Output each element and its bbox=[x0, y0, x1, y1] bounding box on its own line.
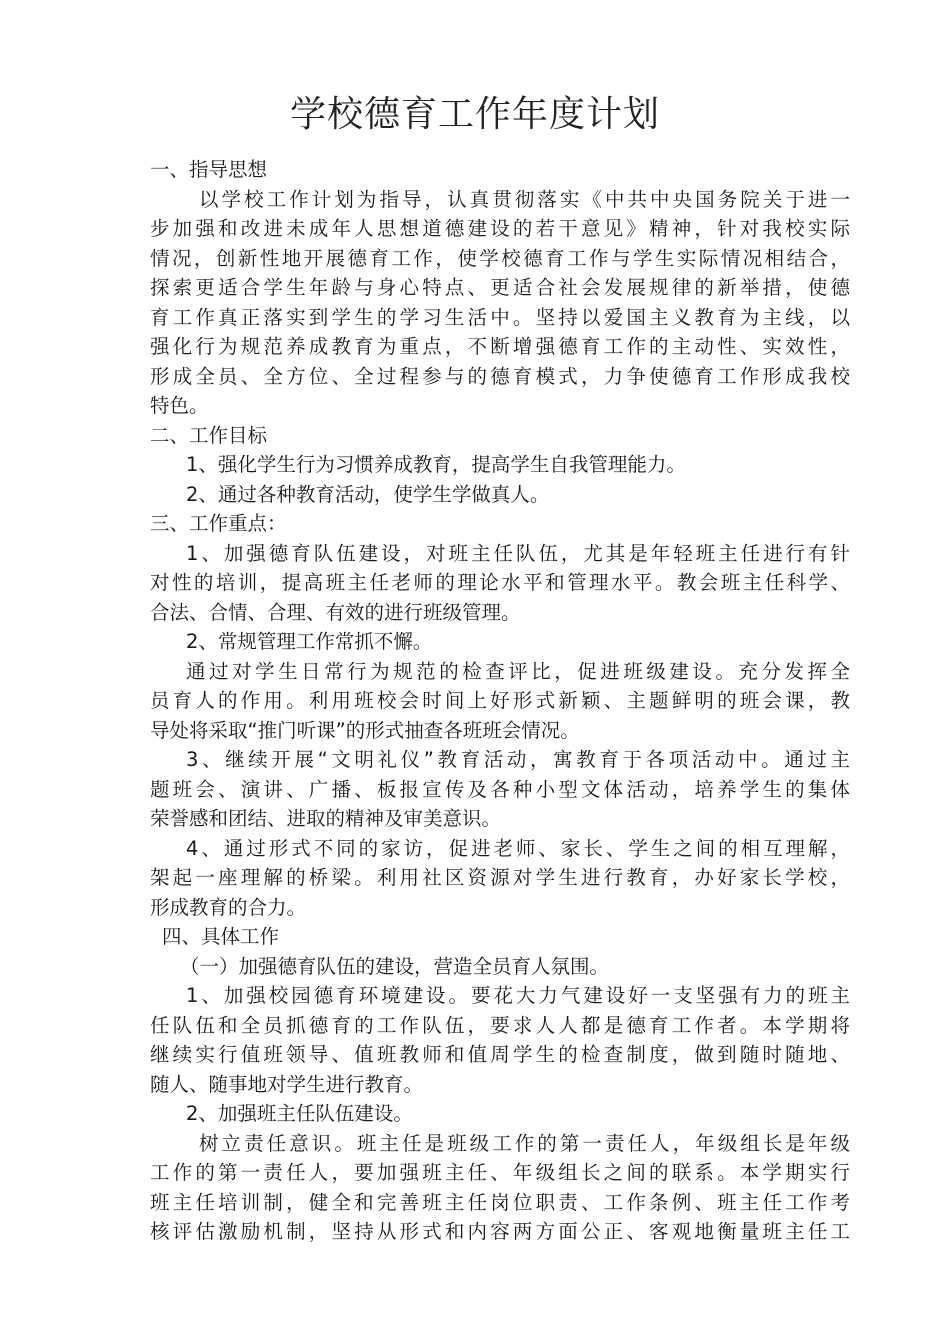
text-line: 探索更适合学生年龄与身心特点、更适合社会发展规律的新举措，使德 bbox=[150, 276, 850, 299]
text-line: 核评估激励机制，坚持从形式和内容两方面公正、客观地衡量班主任工 bbox=[150, 1220, 850, 1243]
text-line: 架起一座理解的桥梁。利用社区资源对学生进行教育，办好家长学校， bbox=[150, 866, 850, 889]
text-line: 2、通过各种教育活动，使学生学做真人。 bbox=[186, 482, 550, 506]
text-line: 导处将采取“推门听课”的形式抽查各班班会情况。 bbox=[150, 718, 580, 742]
text-line: 情况，创新性地开展德育工作，使学校德育工作与学生实际情况相结合， bbox=[150, 246, 850, 270]
text-line: 荣誉感和团结、进取的精神及审美意识。 bbox=[150, 807, 502, 830]
document-title: 学校德育工作年度计划 bbox=[289, 94, 660, 135]
text-line: 通过对学生日常行为规范的检查评比，促进班级建设。充分发挥全 bbox=[186, 659, 850, 683]
text-line: 二、工作目标 bbox=[150, 423, 268, 447]
text-line: 树立责任意识。班主任是班级工作的第一责任人，年级组长是年级 bbox=[199, 1131, 850, 1155]
text-line: 员育人的作用。利用班校会时间上好形式新颖、主题鲜明的班会课，教 bbox=[150, 689, 850, 712]
text-line: 形成全员、全方位、全过程参与的德育模式，力争使德育工作形成我校 bbox=[150, 364, 850, 388]
text-line: 班主任培训制，健全和完善班主任岗位职责、工作条例、班主任工作考 bbox=[150, 1190, 850, 1214]
text-line: 题班会、演讲、广播、板报宣传及各种小型文体活动，培养学生的集体 bbox=[150, 777, 850, 801]
text-line: 2、加强班主任队伍建设。 bbox=[186, 1102, 413, 1125]
text-line: 强化行为规范养成教育为重点，不断增强德育工作的主动性、实效性， bbox=[150, 335, 850, 358]
text-line: 对性的培训，提高班主任老师的理论水平和管理水平。教会班主任科学、 bbox=[150, 571, 850, 594]
text-line: 继续实行值班领导、值班教师和值周学生的检查制度，做到随时随地、 bbox=[150, 1043, 850, 1066]
text-line: 2、常规管理工作常抓不懈。 bbox=[186, 630, 433, 653]
text-line: 随人、随事地对学生进行教育。 bbox=[150, 1072, 424, 1096]
text-line: 以学校工作计划为指导，认真贯彻落实《中共中央国务院关于进一 bbox=[199, 187, 850, 211]
text-line: 三、工作重点： bbox=[150, 512, 287, 535]
text-line: 工作的第一责任人，要加强班主任、年级组长之间的联系。本学期实行 bbox=[150, 1161, 850, 1184]
text-line: 3、继续开展“文明礼仪”教育活动，寓教育于各项活动中。通过主 bbox=[186, 748, 850, 771]
text-line: 合法、合情、合理、有效的进行班级管理。 bbox=[150, 600, 521, 624]
text-line: （一）加强德育队伍的建设，营造全员育人氛围。 bbox=[180, 954, 610, 978]
text-line: 特色。 bbox=[150, 394, 209, 417]
text-line: 一、指导思想 bbox=[150, 158, 268, 181]
text-line: 形成教育的合力。 bbox=[150, 895, 307, 919]
text-line: 4、通过形式不同的家访，促进老师、家长、学生之间的相互理解， bbox=[186, 836, 850, 860]
text-line: 步加强和改进未成年人思想道德建设的若干意见》精神，针对我校实际 bbox=[150, 217, 850, 240]
text-line: 四、具体工作 bbox=[162, 925, 280, 948]
text-line: 任队伍和全员抓德育的工作队伍，要求人人都是德育工作者。本学期将 bbox=[150, 1013, 850, 1037]
text-line: 1、加强德育队伍建设，对班主任队伍，尤其是年轻班主任进行有针 bbox=[186, 541, 850, 565]
text-line: 1、加强校园德育环境建设。要花大力气建设好一支坚强有力的班主 bbox=[186, 984, 850, 1007]
text-line: 1、强化学生行为习惯养成教育，提高学生自我管理能力。 bbox=[186, 453, 686, 476]
document-body bbox=[150, 155, 850, 1247]
text-line: 育工作真正落实到学生的学习生活中。坚持以爱国主义教育为主线，以 bbox=[150, 305, 850, 329]
